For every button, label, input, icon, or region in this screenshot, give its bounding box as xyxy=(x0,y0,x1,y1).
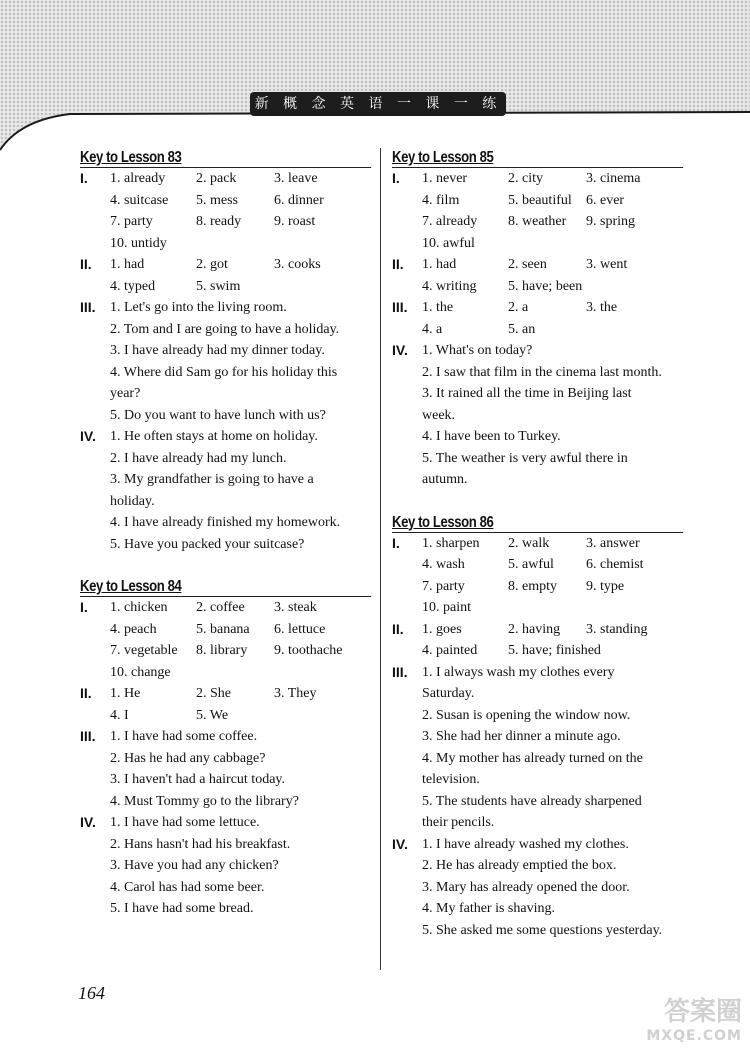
answer-cell: 2. having xyxy=(508,621,561,637)
exercise-section xyxy=(80,683,380,726)
book-title-banner xyxy=(250,92,506,136)
exercise-section xyxy=(392,254,692,297)
exercise-number: II. xyxy=(80,256,92,272)
answer-cell: 1. already xyxy=(110,171,166,186)
exercise-number: III. xyxy=(80,299,96,315)
column-divider xyxy=(380,148,381,970)
answer-sentence: 4. Must Tommy go to the library? xyxy=(110,793,299,809)
answer-sentence-continuation: year? xyxy=(110,386,141,401)
lesson-block xyxy=(392,148,692,491)
exercise-number: IV. xyxy=(392,342,408,358)
answer-cell: 1. had xyxy=(110,257,145,272)
answer-row xyxy=(110,597,380,619)
answer-row xyxy=(422,190,692,212)
answer-sentence: 3. I have already had my dinner today. xyxy=(110,343,325,358)
answer-sentence: 4. I have already finished my homework. xyxy=(110,515,341,530)
answer-cell xyxy=(508,597,586,619)
answer-sentence: 3. Have you had any chicken? xyxy=(110,858,279,873)
answer-sentence: 2. He has already emptied the box. xyxy=(422,858,617,873)
answer-sentence-continuation: holiday. xyxy=(110,493,155,509)
answer-cell: 3. leave xyxy=(274,171,318,186)
answer-cell: 7. party xyxy=(422,578,465,594)
answer-cell: 1. sharpen xyxy=(422,535,480,551)
answer-sentence: 2. I saw that film in the cinema last month. xyxy=(422,364,662,380)
answer-row xyxy=(110,705,380,727)
exercise-section xyxy=(392,619,692,662)
answer-row xyxy=(422,319,692,341)
answer-row xyxy=(110,619,380,641)
answer-cell: 4. film xyxy=(422,192,460,208)
answer-cell: 4. I xyxy=(110,707,129,723)
exercise-section xyxy=(80,726,380,812)
answer-row xyxy=(422,276,692,298)
answer-sentence: 3. I haven't had a haircut today. xyxy=(110,772,285,787)
answer-sentence: 1. Let's go into the living room. xyxy=(110,300,287,315)
answer-cell: 10. awful xyxy=(422,235,475,251)
answer-cell: 1. never xyxy=(422,171,468,186)
answer-cell: 9. spring xyxy=(586,214,635,229)
answer-cell: 4. suitcase xyxy=(110,192,169,208)
page-number: 164 xyxy=(78,983,105,1003)
exercise-section xyxy=(80,597,380,683)
answer-row xyxy=(110,233,380,255)
answer-sentence: 2. Tom and I are going to have a holiday. xyxy=(110,321,340,337)
answer-cell: 3. They xyxy=(274,686,317,701)
exercise-number: III. xyxy=(392,663,408,680)
watermark-logo: 答案圈 MXQE.COM xyxy=(594,991,742,1051)
answer-cell: 2. city xyxy=(508,171,543,186)
exercise-section xyxy=(392,834,692,942)
answer-cell: 2. seen xyxy=(508,257,547,272)
answer-cell: 9. type xyxy=(586,578,625,594)
answer-cell: 3. answer xyxy=(586,535,640,551)
answer-cell: 5. an xyxy=(508,321,536,337)
answer-cell: 7. vegetable xyxy=(110,643,178,658)
exercise-number: I. xyxy=(80,599,88,615)
answer-cell: 2. got xyxy=(196,257,228,272)
answer-cell: 8. weather xyxy=(508,214,567,229)
answer-sentence: 5. The students have already sharpened xyxy=(422,793,642,809)
answer-cell: 3. cooks xyxy=(274,257,321,272)
answer-row xyxy=(422,211,692,233)
exercise-number: I. xyxy=(80,170,88,186)
answer-sentence: 3. My grandfather is going to have a xyxy=(110,472,314,487)
answer-sentence: 1. I have already washed my clothes. xyxy=(422,836,629,852)
answer-cell: 10. untidy xyxy=(110,235,167,251)
answer-cell: 3. cinema xyxy=(586,171,641,186)
answer-sentence: 4. Carol has had some beer. xyxy=(110,879,265,895)
answer-cell: 5. swim xyxy=(196,278,241,294)
answer-sentence: 3. She had her dinner a minute ago. xyxy=(422,729,621,744)
book-title: 新 概 念 英 语 一 课 一 练 1 xyxy=(254,96,502,136)
answer-sentence: 1. He often stays at home on holiday. xyxy=(110,429,318,444)
exercise-number: III. xyxy=(80,728,96,744)
answer-cell: 5. We xyxy=(196,707,229,723)
answer-sentence-continuation: autumn. xyxy=(422,472,468,487)
answer-sentence: 5. Do you want to have lunch with us? xyxy=(110,407,326,423)
answer-row xyxy=(110,254,380,276)
answer-row xyxy=(422,597,692,619)
watermark-domain: MXQE.COM xyxy=(646,1028,742,1044)
answer-cell: 2. coffee xyxy=(196,600,245,615)
exercise-number: III. xyxy=(392,299,408,315)
answer-cell: 4. a xyxy=(422,321,443,337)
exercise-number: I. xyxy=(392,534,400,551)
answer-sentence: 1. I have had some coffee. xyxy=(110,729,258,744)
exercise-section xyxy=(392,662,692,834)
answer-cell: 2. walk xyxy=(508,535,550,551)
answer-cell: 6. ever xyxy=(586,192,625,208)
answer-sentence: 2. Susan is opening the window now. xyxy=(422,707,631,723)
answer-cell: 5. have; been xyxy=(508,278,583,294)
answer-cell: 8. empty xyxy=(508,578,557,594)
answer-sentence-continuation: week. xyxy=(422,407,456,423)
answer-row xyxy=(110,640,380,662)
answer-sentence: 4. Where did Sam go for his holiday this xyxy=(110,364,338,380)
answer-cell: 3. the xyxy=(586,300,618,315)
exercise-section xyxy=(392,340,692,491)
exercise-number: IV. xyxy=(80,814,96,830)
answer-cell: 6. dinner xyxy=(274,192,324,208)
answer-cell: 9. roast xyxy=(274,214,316,229)
answer-sentence: 5. The weather is very awful there in xyxy=(422,450,628,466)
answer-row xyxy=(110,190,380,212)
answer-row xyxy=(422,619,692,641)
lesson-title: Key to Lesson 84 xyxy=(80,577,371,597)
answer-row xyxy=(422,233,692,255)
exercise-number: IV. xyxy=(392,835,408,852)
lesson-block xyxy=(392,513,692,942)
answer-row xyxy=(422,554,692,576)
exercise-number: I. xyxy=(392,170,400,186)
exercise-section xyxy=(80,168,380,254)
answer-sentence: 4. My mother has already turned on the xyxy=(422,750,643,766)
answer-cell: 5. banana xyxy=(196,621,250,637)
answer-sentence-continuation: their pencils. xyxy=(422,815,495,830)
left-column xyxy=(80,148,380,942)
answer-cell: 10. change xyxy=(110,664,171,680)
answer-cell: 4. wash xyxy=(422,557,465,572)
answer-cell: 8. ready xyxy=(196,214,242,229)
answer-row xyxy=(110,662,380,684)
answer-sentence: 4. I have been to Turkey. xyxy=(422,429,561,444)
exercise-section xyxy=(392,168,692,254)
answer-cell: 3. went xyxy=(586,257,628,272)
answer-sentence: 2. Has he had any cabbage? xyxy=(110,750,266,766)
answer-sentence: 3. It rained all the time in Beijing last xyxy=(422,386,632,401)
answer-sentence: 1. What's on today? xyxy=(422,343,533,358)
exercise-section xyxy=(80,812,380,920)
answer-row xyxy=(110,168,380,190)
lesson-block xyxy=(80,148,380,555)
answer-row xyxy=(422,640,692,662)
exercise-section xyxy=(392,533,692,619)
lesson-title: Key to Lesson 83 xyxy=(80,148,371,168)
lesson-title: Key to Lesson 86 xyxy=(392,513,683,533)
right-column xyxy=(392,148,692,963)
answer-row xyxy=(422,576,692,598)
answer-cell: 5. have; finished xyxy=(508,643,601,658)
answer-cell: 9. toothache xyxy=(274,643,343,658)
answer-cell: 4. painted xyxy=(422,643,478,658)
exercise-number: II. xyxy=(80,685,92,701)
answer-cell: 7. already xyxy=(422,214,478,229)
answer-sentence: 5. I have had some bread. xyxy=(110,901,254,916)
answer-cell: 3. standing xyxy=(586,621,648,637)
lesson-title: Key to Lesson 85 xyxy=(392,148,683,168)
answer-row xyxy=(110,211,380,233)
answer-sentence: 5. She asked me some questions yesterday. xyxy=(422,922,663,938)
answer-cell xyxy=(196,233,274,255)
answer-cell: 5. mess xyxy=(196,192,238,208)
answer-cell: 1. chicken xyxy=(110,600,168,615)
answer-cell: 8. library xyxy=(196,643,248,658)
answer-cell: 2. pack xyxy=(196,171,237,186)
exercise-section xyxy=(80,297,380,426)
answer-cell: 1. goes xyxy=(422,621,462,637)
answer-sentence: 4. My father is shaving. xyxy=(422,901,555,916)
answer-sentence: 5. Have you packed your suitcase? xyxy=(110,536,305,552)
exercise-number: II. xyxy=(392,256,404,272)
answer-sentence: 2. I have already had my lunch. xyxy=(110,450,287,466)
answer-row xyxy=(422,168,692,190)
answer-cell: 4. peach xyxy=(110,621,157,637)
lesson-block xyxy=(80,577,380,920)
answer-cell: 1. the xyxy=(422,300,454,315)
answer-cell xyxy=(508,233,586,255)
answer-cell: 10. paint xyxy=(422,600,471,615)
answer-row xyxy=(422,254,692,276)
answer-cell: 2. a xyxy=(508,300,529,315)
answer-cell: 5. beautiful xyxy=(508,192,572,208)
answer-cell: 6. lettuce xyxy=(274,621,326,637)
answer-cell: 1. had xyxy=(422,257,457,272)
answer-cell: 4. writing xyxy=(422,278,477,294)
answer-sentence-continuation: television. xyxy=(422,772,480,787)
answer-cell: 3. steak xyxy=(274,600,317,615)
answer-row xyxy=(422,297,692,319)
answer-sentence: 1. I always wash my clothes every xyxy=(422,664,615,680)
answer-sentence: 1. I have had some lettuce. xyxy=(110,815,260,830)
answer-cell: 6. chemist xyxy=(586,557,644,572)
answer-row xyxy=(422,533,692,555)
answer-row xyxy=(110,683,380,705)
answer-cell: 4. typed xyxy=(110,278,156,294)
answer-cell xyxy=(196,662,274,684)
exercise-section xyxy=(80,426,380,555)
exercise-section xyxy=(392,297,692,340)
exercise-number: II. xyxy=(392,620,404,637)
answer-sentence: 2. Hans hasn't had his breakfast. xyxy=(110,836,291,852)
exercise-number: IV. xyxy=(80,428,96,444)
answer-row xyxy=(110,276,380,298)
answer-sentence: 3. Mary has already opened the door. xyxy=(422,879,630,895)
exercise-section xyxy=(80,254,380,297)
answer-sentence-continuation: Saturday. xyxy=(422,686,475,701)
answer-cell: 7. party xyxy=(110,214,153,229)
answer-cell: 2. She xyxy=(196,686,231,701)
answer-cell: 1. He xyxy=(110,686,141,701)
answer-cell: 5. awful xyxy=(508,557,554,572)
